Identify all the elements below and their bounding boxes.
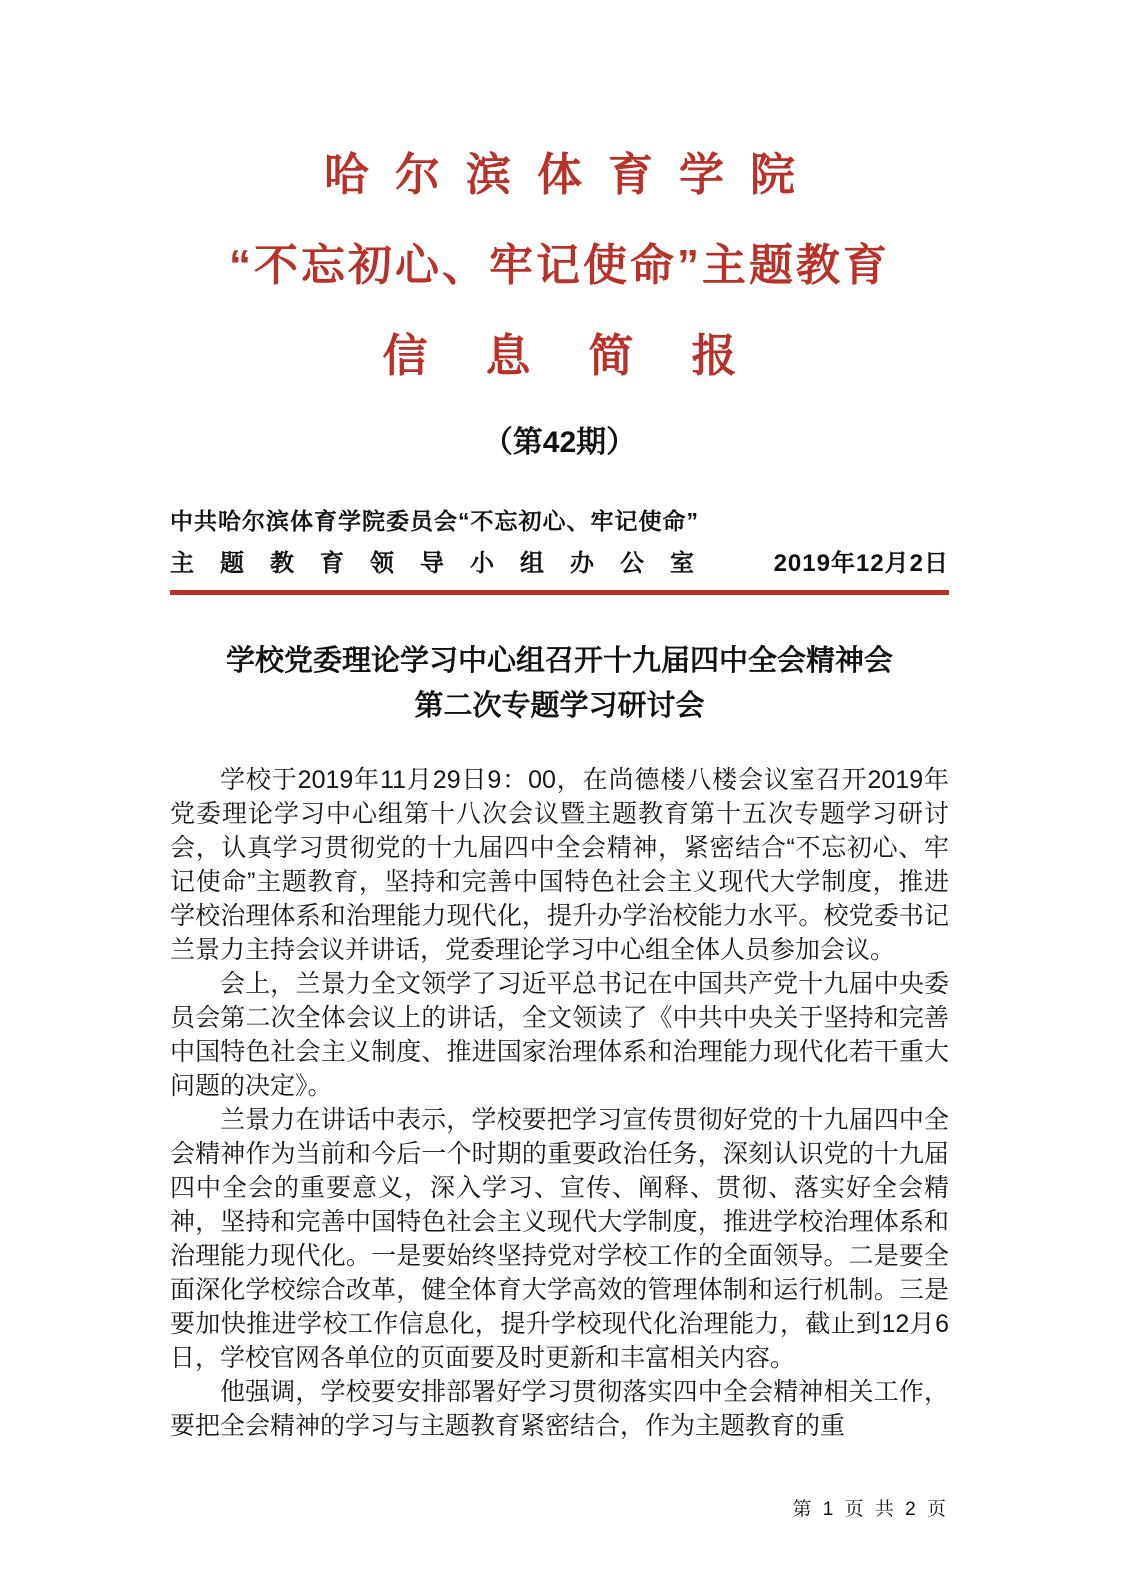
page-number-footer: 第 1 页 共 2 页 <box>792 1499 949 1520</box>
article-paragraph: 他强调，学校要安排部署好学习贯彻落实四中全会精神相关工作，要把全会精神的学习与主题教育紧密结合，作为主题教育的重 <box>170 1377 949 1440</box>
article-body <box>170 763 949 1443</box>
article-title <box>170 639 949 729</box>
issuer-name-line1: 中共哈尔滨体育学院委员会“不忘初心、牢记使命” <box>170 507 699 534</box>
article-title-line2: 第二次专题学习研讨会 <box>414 689 705 722</box>
issue-date: 2019年12月2日 <box>773 549 949 577</box>
masthead-title-line1: 哈尔滨体育学院 <box>323 149 821 200</box>
article-paragraph: 学校于2019年11月29日9：00，在尚德楼八楼会议室召开2019年党委理论学习中心组第十八次会议暨主题教育第十五次专题学习研讨会，认真学习贯彻党的十九届四中全会精神，紧密结合“不忘初心、牢记使命”主题教育，坚持和完善中国特色社会主义现代大学制度，推进学校治理体系和治理能力现代化，提升办学治校能力水平。校党委书记兰景力主持会议并讲话，党委理论学习中心组全体人员参加会议。 <box>170 765 949 964</box>
issuer-date-row <box>170 543 949 578</box>
article-paragraph: 兰景力在讲话中表示，学校要把学习宣传贯彻好党的十九届四中全会精神作为当前和今后一个时期的重要政治任务，深刻认识党的十九届四中全会的重要意义，深入学习、宣传、阐释、贯彻、落实好全会精神，坚持和完善中国特色社会主义现代大学制度，推进学校治理体系和治理能力现代化。一是要始终坚持党对学校工作的全面领导。二是要全面深化学校综合改革，健全体育大学高效的管理体制和运行机制。三是要加快推进学校工作信息化，提升学校现代化治理能力，截止到12月6日，学校官网各单位的页面要及时更新和丰富相关内容。 <box>170 1105 949 1372</box>
red-separator-rule <box>170 590 949 595</box>
issue-number: （第42期） <box>482 425 637 459</box>
masthead-title-line2: “不忘初心、牢记使命”主题教育 <box>229 241 890 290</box>
article-paragraph: 会上，兰景力全文领学了习近平总书记在中国共产党十九届中央委员会第二次全体会议上的讲话，全文领读了《中共中央关于坚持和完善中国特色社会主义制度、推进国家治理体系和治理能力现代化若干重大问题的决定》。 <box>170 969 949 1100</box>
issuer-name-line2: 主题教育领导小组办公室 <box>170 549 720 577</box>
article-title-line1: 学校党委理论学习中心组召开十九届四中全会精神会 <box>225 644 893 677</box>
issuer-block <box>170 505 949 578</box>
masthead-title-line3: 信息简报 <box>382 329 795 381</box>
